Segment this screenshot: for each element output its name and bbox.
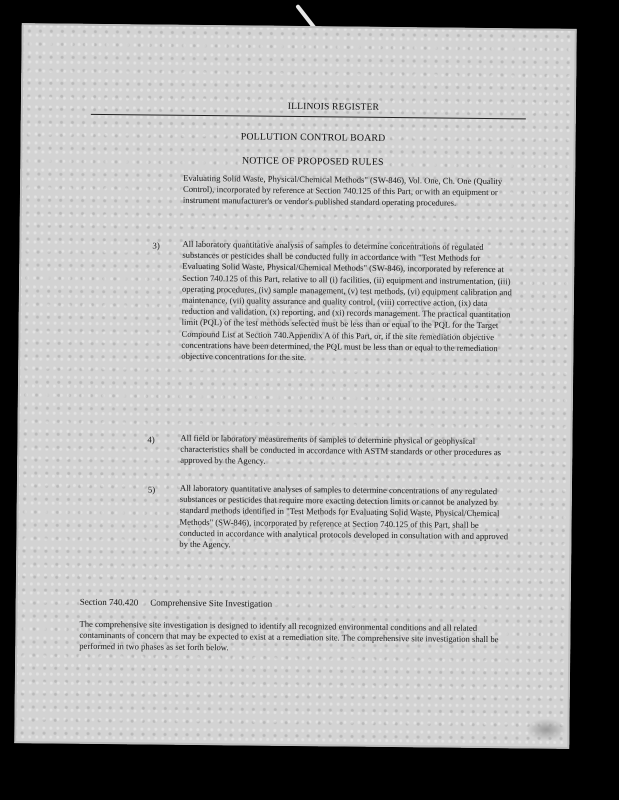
continuation-paragraph: Evaluating Solid Waste, Physical/Chemical Methods" (SW-846), Vol. One, Ch. One (Quality Control), incorporated by reference at Section 740.125 of this Part, or with an equipment or instrument manufacturer's or vendor's published standard operating procedures.: [182, 172, 503, 209]
item-text: All laboratory quantitative analysis of samples to determine concentrations of regulated substances or pesticides shall be conducted fully in accordance with "Test Methods for Evaluating Solid Waste, Physical/Chemical Methods" (SW-846), incorporated by reference at Section 740.125 of this Part, relative to all (i) facilities, (ii) equipment and instrumentation, (iii) operating procedures, (iv) sample management, (v) test methods, (vi) equipment calibration and maintenance, (vii) quality assurance and quality control, (viii) corrective action, (ix) data reduction and validation, (x) reporting, and (xi) records management. The practical quantitation limit (PQL) of the test methods selected must be less than or equal to the PQL for the Target Compound List at Section 740.Appendix A of this Part, or, if the site remediation objective concentrations have been determined, the PQL must be less than or equal to the remediation objective concentrations for the site.: [181, 238, 512, 363]
item-number: 4): [147, 434, 155, 445]
header-rule: [91, 114, 526, 120]
notice-title: NOTICE OF PROPOSED RULES: [241, 155, 384, 168]
intro-paragraph: The comprehensive site investigation is designed to identify all recognized environmental conditions and all related contaminants of concern that may be expected to exist at a remediation site. The comprehensive site investigation shall be performed in two phases as set forth below.: [79, 618, 499, 653]
board-title: POLLUTION CONTROL BOARD: [240, 131, 386, 144]
item-number: 5): [147, 484, 156, 495]
item-text: All field or laboratory measurements of samples to determine physical or geophysical characteristics shall be conducted in accordance with ASTM standards or other procedures as approved by the Agency.: [180, 432, 502, 467]
document-page: [14, 23, 577, 749]
section-heading: [80, 597, 273, 609]
paper-stain: [526, 718, 566, 740]
item-number: 3): [152, 240, 160, 251]
section-number: Section 740.420: [79, 596, 139, 608]
item-text: All laboratory quantitative analyses of samples to determine concentrations of any regulated substances or pesticides that require more exacting detection limits or cannot be analyzed by standard methods identified in "Test Methods for Evaluating Solid Waste, Physical/Chemical Methods" (SW-846), incorporated by reference at Section 740.125 of this Part, shall be conducted in accordance with analytical protocols developed in consultation with and approved by the Agency.: [179, 482, 509, 550]
register-title: ILLINOIS REGISTER: [287, 101, 380, 113]
section-title: Comprehensive Site Investigation: [150, 597, 273, 609]
